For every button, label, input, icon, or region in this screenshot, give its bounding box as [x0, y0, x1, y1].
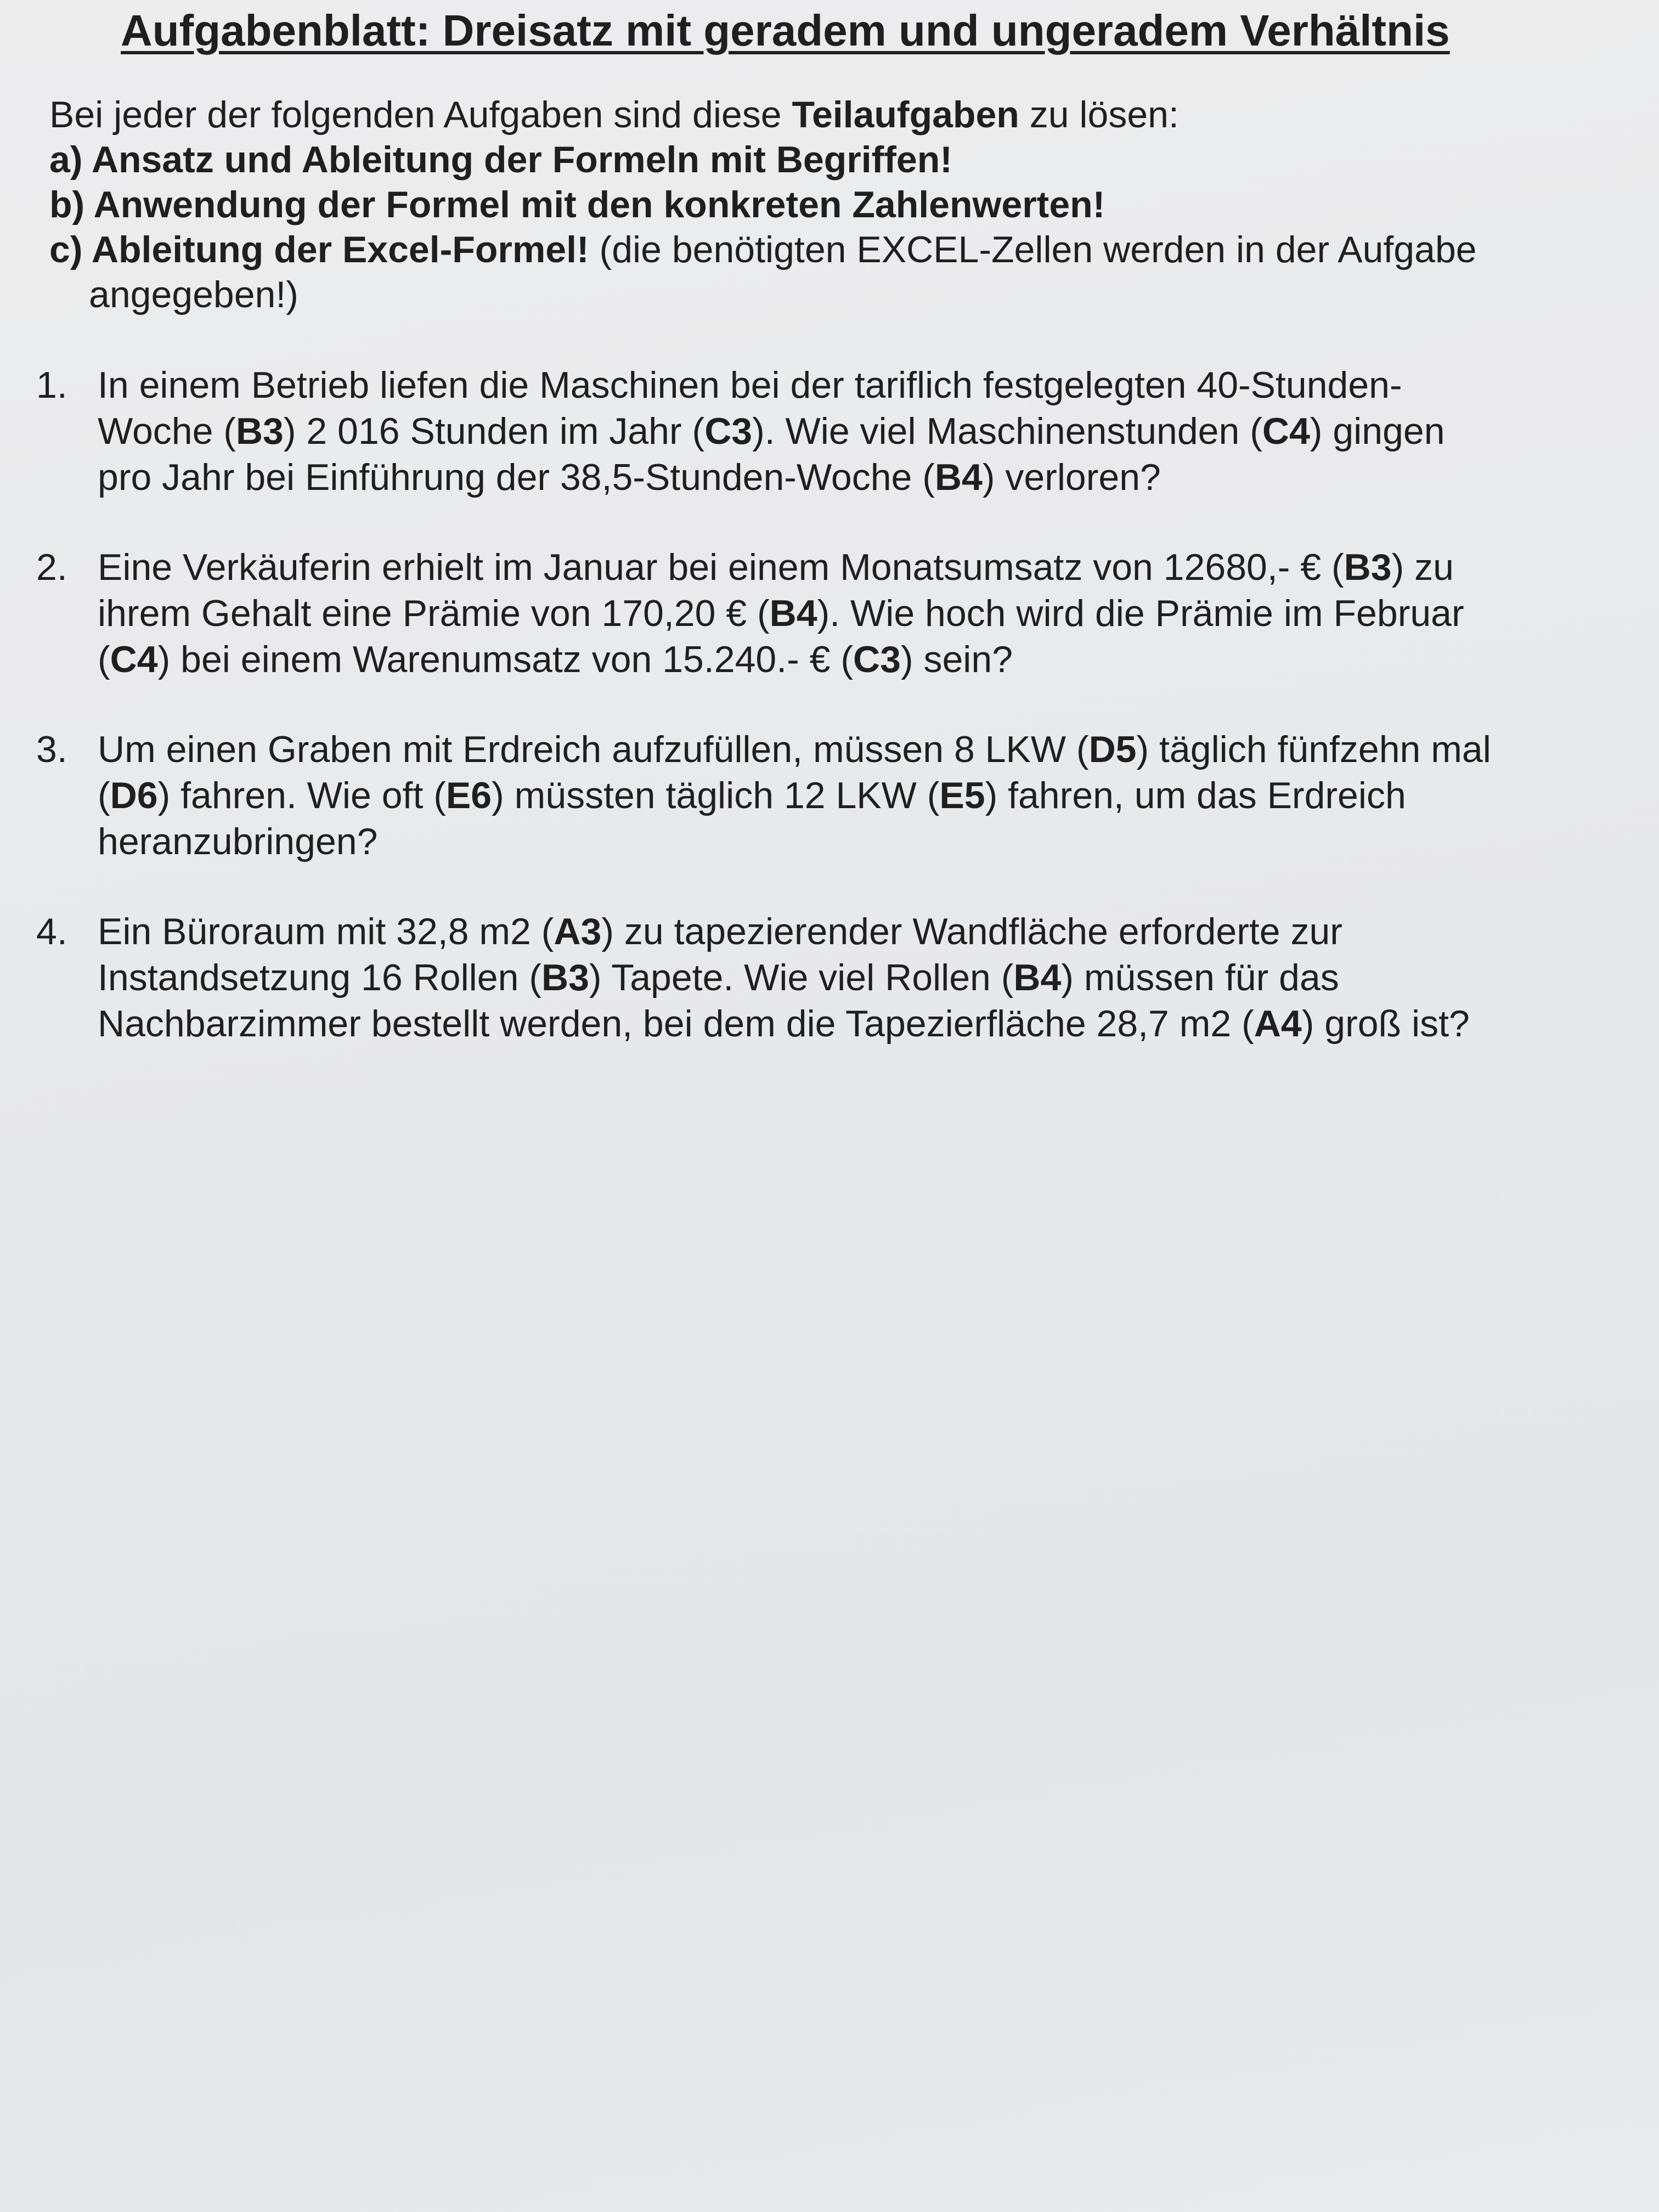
instructions-intro-line [49, 92, 1564, 137]
task-line [98, 636, 1569, 682]
task-text: ) fahren, um das Erdreich [985, 775, 1406, 816]
task-line [98, 362, 1569, 408]
cell-reference: C3 [853, 639, 901, 680]
task-item-1 [33, 362, 1569, 500]
cell-reference: B4 [1013, 957, 1062, 998]
task-text: ) müssen für das [1061, 957, 1339, 998]
task-text: Nachbarzimmer bestellt werden, bei dem die Tapezierfläche 28,7 m2 ( [98, 1003, 1254, 1045]
task-number: 4. [36, 911, 67, 952]
task-text: Woche ( [98, 410, 236, 452]
task-line [98, 1001, 1569, 1047]
cell-reference: B3 [541, 957, 589, 998]
task-list [33, 362, 1569, 1091]
task-text: ) groß ist? [1301, 1003, 1470, 1045]
cell-reference: B4 [769, 592, 817, 634]
task-text: ( [98, 639, 110, 680]
intro-text-pre: Bei jeder der folgenden Aufgaben sind diese [49, 94, 792, 136]
intro-text-bold: Teilaufgaben [792, 94, 1019, 136]
task-text: heranzubringen? [98, 821, 378, 862]
task-text: In einem Betrieb liefen die Maschinen bei der tariflich festgelegten 40-Stunden- [98, 364, 1402, 406]
intro-text-post: zu lösen: [1019, 94, 1179, 136]
task-text: ) müssten täglich 12 LKW ( [492, 775, 940, 816]
task-text: pro Jahr bei Einführung der 38,5-Stunden-Woche ( [98, 456, 935, 498]
task-line [98, 408, 1569, 454]
subtask-c [49, 227, 1564, 272]
cell-reference: E5 [939, 775, 985, 816]
task-text: Eine Verkäuferin erhielt im Januar bei einem Monatsumsatz von 12680,- € ( [98, 546, 1344, 588]
task-text: Um einen Graben mit Erdreich aufzufüllen, müssen 8 LKW ( [98, 729, 1089, 770]
task-text: ) zu [1391, 546, 1454, 588]
task-text: ihrem Gehalt eine Prämie von 170,20 € ( [98, 592, 770, 634]
cell-reference: A3 [554, 911, 602, 952]
subtask-c-rest: (die benötigten EXCEL-Zellen werden in der Aufgabe [589, 229, 1477, 270]
task-text: ) 2 016 Stunden im Jahr ( [283, 410, 705, 452]
subtask-c-bold: c) Ableitung der Excel-Formel! [49, 229, 589, 270]
cell-reference: B3 [235, 410, 284, 452]
task-text: ) zu tapezierender Wandfläche erforderte zur [601, 911, 1342, 952]
task-text: ). Wie hoch wird die Prämie im Februar [817, 592, 1464, 634]
task-item-3 [33, 726, 1569, 865]
task-text: ) verloren? [982, 456, 1161, 498]
cell-reference: C4 [1262, 410, 1310, 452]
cell-reference: C4 [110, 639, 158, 680]
cell-reference: C3 [704, 410, 753, 452]
task-line [98, 454, 1569, 500]
cell-reference: D5 [1088, 729, 1137, 770]
task-text: ) Tapete. Wie viel Rollen ( [589, 957, 1014, 998]
task-text: ) sein? [900, 639, 1013, 680]
task-line [98, 726, 1569, 772]
subtask-b: b) Anwendung der Formel mit den konkreten Zahlenwerten! [49, 184, 1105, 225]
cell-reference: A4 [1254, 1003, 1302, 1045]
task-text: ) täglich fünfzehn mal [1136, 729, 1491, 770]
cell-reference: D6 [110, 775, 158, 816]
task-line [98, 909, 1569, 955]
task-text: ) bei einem Warenumsatz von 15.240.- € ( [157, 639, 853, 680]
task-line [98, 819, 1569, 865]
subtask-a: a) Ansatz und Ableitung der Formeln mit Begriffen! [49, 139, 952, 180]
worksheet-title: Aufgabenblatt: Dreisatz mit geradem und ungeradem Verhältnis [121, 6, 1450, 55]
task-line [98, 955, 1569, 1001]
task-item-2 [33, 544, 1569, 682]
task-text: Ein Büroraum mit 32,8 m2 ( [98, 911, 554, 952]
subtask-c-continuation: angegeben!) [89, 274, 298, 315]
task-text: ) gingen [1310, 410, 1445, 452]
task-line [98, 590, 1569, 636]
task-item-4 [33, 909, 1569, 1047]
task-line [98, 544, 1569, 590]
task-line [98, 772, 1569, 819]
cell-reference: B3 [1344, 546, 1392, 588]
task-text: ). Wie viel Maschinenstunden ( [752, 410, 1262, 452]
task-number: 3. [36, 729, 67, 770]
cell-reference: E6 [445, 775, 492, 816]
task-text: Instandsetzung 16 Rollen ( [98, 957, 541, 998]
task-number: 1. [36, 364, 67, 406]
cell-reference: B4 [934, 456, 983, 498]
instructions-block [49, 92, 1564, 317]
task-text: ) fahren. Wie oft ( [157, 775, 446, 816]
task-text: ( [98, 775, 110, 816]
task-number: 2. [36, 546, 67, 588]
